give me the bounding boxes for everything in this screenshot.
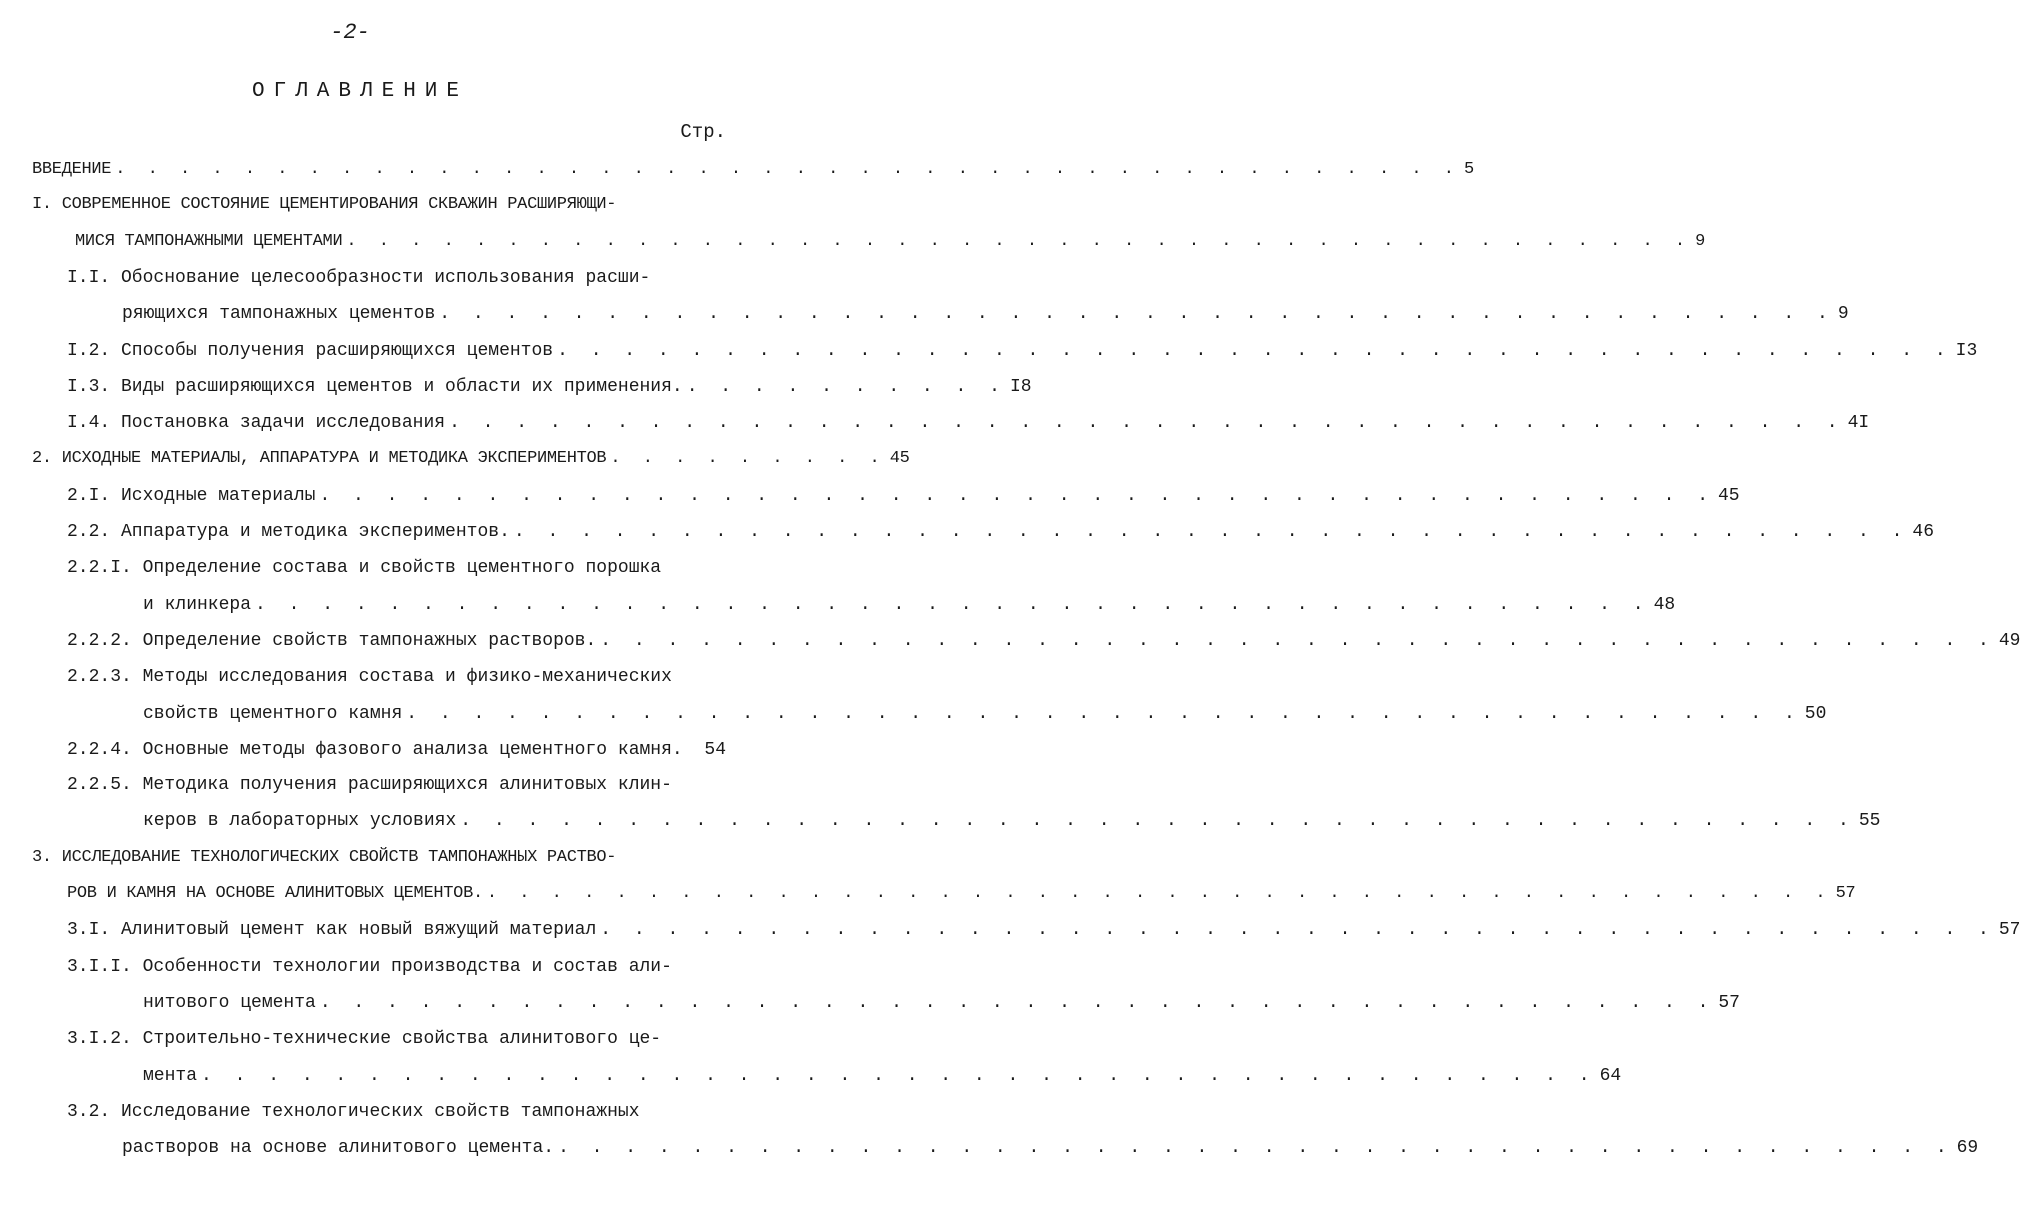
toc-leader: . . . . . . . . . . . . . . . . . . . . . . . . . . . . . . . . . . . . . . . . . .: [486, 884, 1832, 903]
toc-entry: [75, 227, 1706, 257]
toc-entry: [67, 263, 650, 293]
toc-entry-text: РОВ И КАМНЯ НА ОСНОВЕ АЛИНИТОВЫХ ЦЕМЕНТОВ.: [67, 884, 483, 903]
toc-entry-text: I.3. Виды расширяющихся цементов и области их применения.: [67, 377, 683, 397]
toc-entry: [67, 336, 1978, 366]
toc-entry: [32, 843, 616, 873]
toc-entry: [67, 770, 672, 800]
toc-entry-page: 45: [1718, 486, 1740, 506]
toc-entry-text: нитового цемента: [143, 993, 316, 1013]
toc-leader: . . . . . . . . . . . . . . . . . . . . . . . . . . . . . . . . . . . . . . . . . .: [513, 522, 1909, 542]
toc-entry-page: 69: [1956, 1138, 1979, 1158]
toc-entry: [143, 806, 1881, 836]
toc-entry-text: 3.I.2. Строительно-технические свойства алинитового це-: [67, 1029, 662, 1049]
toc-entry-page: 57: [1998, 920, 2020, 940]
toc-entry: [122, 299, 1849, 329]
toc-entry-text: I. СОВРЕМЕННОЕ СОСТОЯНИЕ ЦЕМЕНТИРОВАНИЯ СКВАЖИН РАСШИРЯЮЩИ-: [32, 195, 617, 214]
toc-entry-page: 50: [1804, 704, 1827, 724]
toc-entry: [32, 444, 910, 474]
toc-entry-text: 3. ИССЛЕДОВАНИЕ ТЕХНОЛОГИЧЕСКИХ СВОЙСТВ ТАМПОНАЖНЫХ РАСТВО-: [32, 848, 617, 867]
toc-leader: . . . . . . . . . . . . . . . . . . . . . . . . . . . . . . . . . . . . . . . . . .: [406, 704, 1801, 724]
toc-entry-page: 48: [1653, 595, 1676, 615]
toc-leader: . . . . . . . . . . . . . . . . . . . . . . . . . . . . . . . . . . . . . . . . . .: [201, 1066, 1596, 1086]
toc-entry-page: I8: [1009, 377, 1032, 397]
toc-entry: [67, 553, 661, 583]
toc-entry-text: 2.2.5. Методика получения расширяющихся алинитовых клин-: [67, 775, 672, 795]
toc-entry-text: 2.2.2. Определение свойств тампонажных растворов.: [67, 631, 597, 651]
toc-entry-text: 3.I.I. Особенности технологии производства и состав али-: [67, 957, 672, 977]
toc-entry-text: МИСЯ ТАМПОНАЖНЫМИ ЦЕМЕНТАМИ: [75, 232, 343, 251]
toc-leader: . . . . . . . . . . . . . . . . . . . . . . . . . . . . . . . . . . . . . . . . . .: [115, 160, 1460, 179]
toc-entry-page: 9: [1695, 232, 1706, 251]
page-number: -2-: [330, 20, 370, 45]
toc-entry-page: 49: [1998, 631, 2020, 651]
toc-leader: . . . . . . . . . . . . . . . . . . . . . . . . . . . . . . . . . . . . . . . . . .: [346, 232, 1692, 251]
toc-entry-text: керов в лабораторных условиях: [143, 811, 457, 831]
toc-leader: . . . . . . . . . . . . . . . . . . . . . . . . . . . . . . . . . . . . . . . . . .: [319, 486, 1714, 506]
toc-entry-text: 2.2. Аппаратура и методика экспериментов.: [67, 522, 510, 542]
toc-entry-text: мента: [143, 1066, 198, 1086]
toc-entry-page: I3: [1955, 341, 1978, 361]
toc-entry: [143, 1061, 1622, 1091]
toc-entry: [67, 372, 1032, 402]
toc-entry: [67, 481, 1740, 511]
toc-entry: [67, 952, 672, 982]
toc-entry-text: I.4. Постановка задачи исследования: [67, 413, 446, 433]
toc-leader: . . . . . . . . . . . . . . . . . . . . . . . . . . . . . . . . . . . . . . . . . .: [449, 413, 1844, 433]
toc-entry: [67, 517, 1935, 547]
toc-leader: . . . . . . . . . . . . . . . . . . . . . . . . . . . . . . . . . . . . . . . . . .: [255, 595, 1650, 615]
toc-leader: . . . . . . . . . . . . . . . . . . . . . . . . . . . . . . . . . . . . . . . . . .: [558, 1138, 1953, 1158]
toc-entry: [32, 190, 616, 220]
toc-entry: [143, 590, 1676, 620]
toc-entry-text: ряющихся тампонажных цементов: [122, 304, 436, 324]
toc-entry-text: 2.I. Исходные материалы: [67, 486, 316, 506]
page-column-label: Стр.: [680, 121, 726, 143]
toc-leader: . . . . . . . . . .: [686, 377, 1006, 397]
toc-entry: [122, 1133, 1979, 1163]
toc-entry-text: 3.2. Исследование технологических свойств тампонажных: [67, 1102, 640, 1122]
toc-entry-text: ВВЕДЕНИЕ: [32, 160, 112, 179]
toc-entry: [143, 699, 1827, 729]
toc-entry-text: 2.2.I. Определение состава и свойств цементного порошка: [67, 558, 662, 578]
toc-entry-page: 4I: [1847, 413, 1870, 433]
toc-entry-page: 57: [1835, 884, 1856, 903]
toc-entry-page: 45: [889, 449, 910, 468]
toc-entry-page: 54: [704, 740, 726, 760]
toc-entry: [67, 662, 672, 692]
toc-entry-page: 64: [1599, 1066, 1622, 1086]
toc-leader: . . . . . . . . . . . . . . . . . . . . . . . . . . . . . . . . . . . . . . . . . .: [600, 631, 1995, 651]
toc-leader: . . . . . . . . . . . . . . . . . . . . . . . . . . . . . . . . . . . . . . . . . .: [600, 920, 1995, 940]
toc-leader: . . . . . . . . . . . . . . . . . . . . . . . . . . . . . . . . . . . . . . . . . .: [439, 304, 1834, 324]
toc-entry: [67, 408, 1870, 438]
toc-entry-page: 46: [1912, 522, 1935, 542]
toc-leader: . . . . . . . . . . . . . . . . . . . . . . . . . . . . . . . . . . . . . . . . . .: [319, 993, 1715, 1013]
toc-entry-text: I.2. Способы получения расширяющихся цементов: [67, 341, 554, 361]
toc-entry: [67, 915, 2020, 945]
toc-entry: [67, 879, 1856, 909]
toc-entry-text: 2. ИСХОДНЫЕ МАТЕРИАЛЫ, АППАРАТУРА И МЕТОДИКА ЭКСПЕРИМЕНТОВ: [32, 449, 607, 468]
toc-entry-page: 55: [1858, 811, 1881, 831]
toc-entry: [32, 155, 1474, 185]
toc-entry-page: 9: [1837, 304, 1849, 324]
toc-entry: [67, 626, 2020, 656]
toc-leader: [683, 735, 701, 765]
toc-entry-text: I.I. Обоснование целесообразности использования расши-: [67, 268, 651, 288]
toc-entry: [67, 735, 726, 765]
toc-entry-text: 3.I. Алинитовый цемент как новый вяжущий материал: [67, 920, 597, 940]
toc-entry: [143, 988, 1740, 1018]
page-title: ОГЛАВЛЕНИЕ: [251, 80, 469, 103]
toc-entry-text: и клинкера: [143, 595, 252, 615]
toc-leader: . . . . . . . . . . . . . . . . . . . . . . . . . . . . . . . . . . . . . . . . . .: [557, 341, 1952, 361]
toc-leader: . . . . . . . . .: [610, 449, 886, 468]
toc-entry-text: свойств цементного камня: [143, 704, 403, 724]
toc-entry-text: растворов на основе алинитового цемента.: [122, 1138, 555, 1158]
toc-entry: [67, 1024, 661, 1054]
toc-entry-text: 2.2.3. Методы исследования состава и физико-механических: [67, 667, 672, 687]
toc-entry: [67, 1097, 640, 1127]
toc-leader: . . . . . . . . . . . . . . . . . . . . . . . . . . . . . . . . . . . . . . . . . .: [460, 811, 1855, 831]
toc-entry-page: 5: [1463, 160, 1474, 179]
toc-entry-text: 2.2.4. Основные методы фазового анализа цементного камня.: [67, 740, 683, 760]
toc-entry-page: 57: [1718, 993, 1740, 1013]
